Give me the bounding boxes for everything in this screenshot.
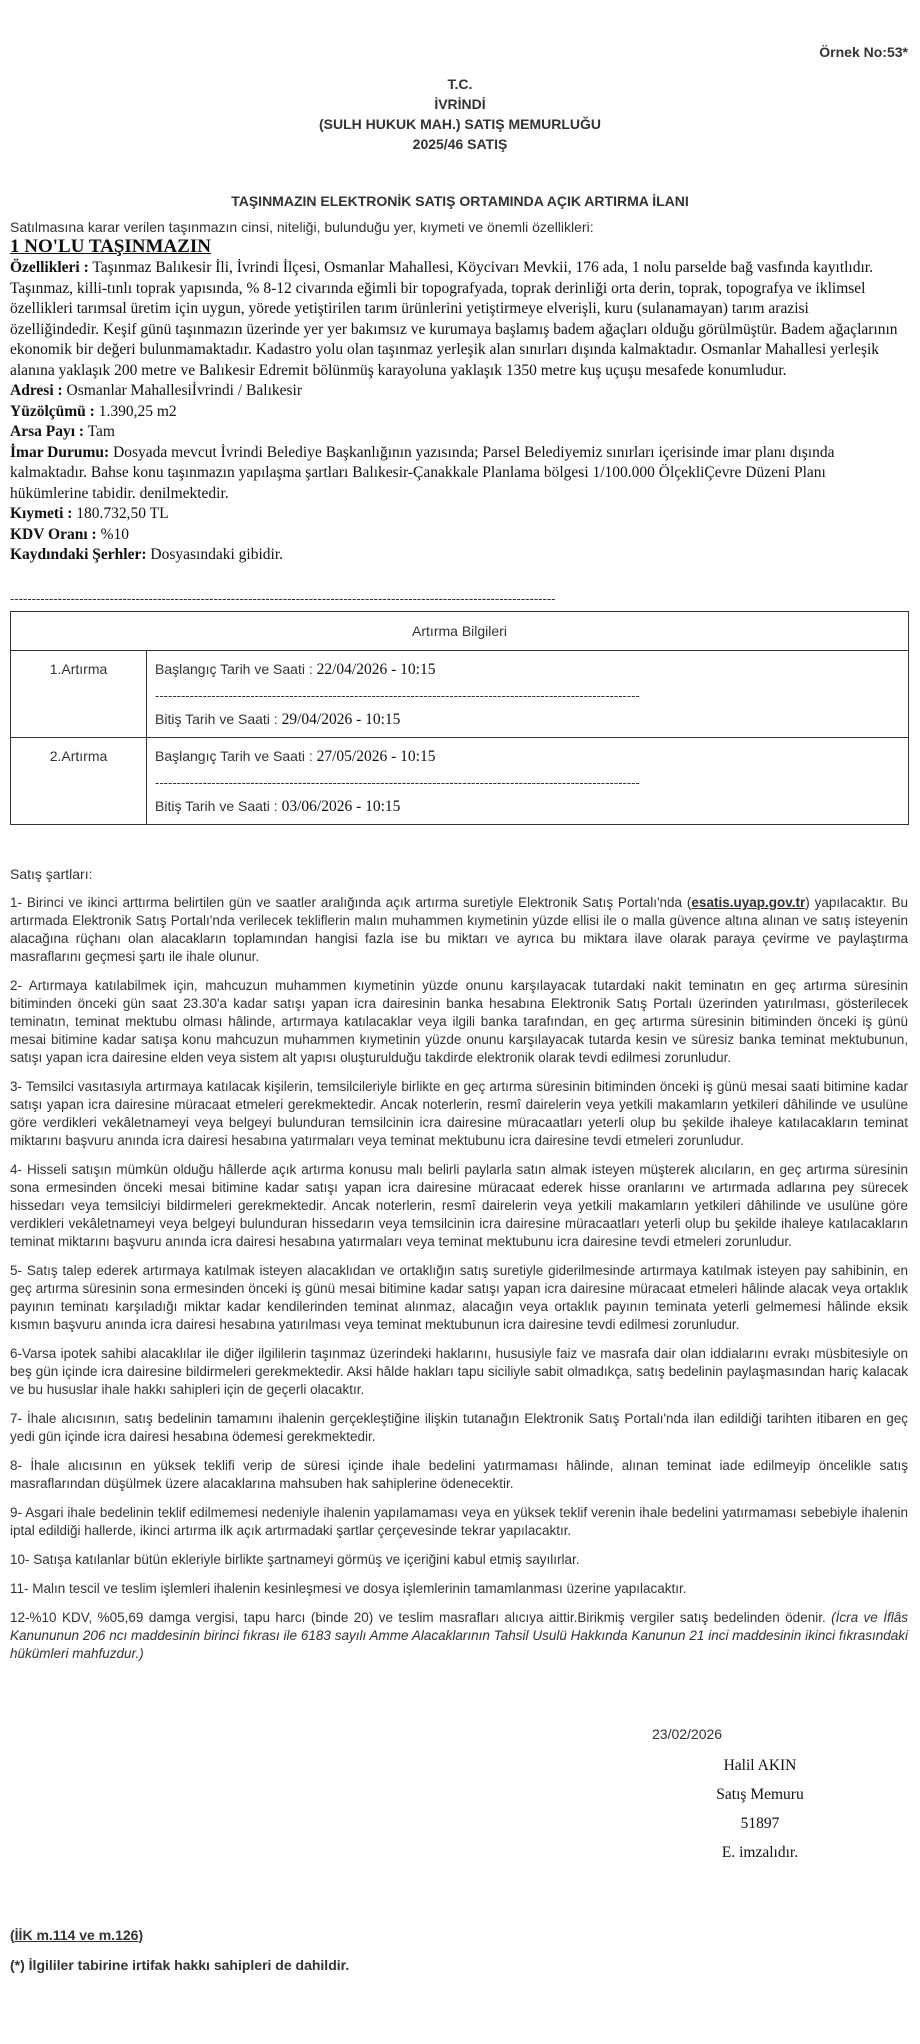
area-label: Yüzölçümü : — [10, 402, 95, 420]
address-value: Osmanlar Mahallesiİvrindi / Balıkesir — [66, 382, 303, 399]
value-amount: 180.732,50 TL — [76, 505, 169, 522]
area-value: 1.390,25 m2 — [98, 402, 177, 420]
footnote: (*) İlgililer tabirine irtifak hakkı sahipleri de dahildir. — [10, 1957, 350, 1973]
header-line-tc: T.C. — [447, 76, 473, 92]
law-reference — [10, 1927, 143, 1943]
law-reference-close: ) — [138, 1927, 144, 1943]
condition-1-text-end: ) yapılacaktır. Bu artırmada Elektronik Satış Portalı'nda verilecek tekliflerin malın muhammen kıymetinin yüzde ellisi ile o malla güvence altına alınan ve satış isteyenin alacağına rüçhanı olan alacakların toplamından hangisi fazla ise bu miktarı ve ayrıca bu miktara ilave olarak paraya çevirme ve paylaştırma masraflarını geçmesi şartı ile ihale olunur. — [10, 895, 908, 964]
condition-2: 2- Artırmaya katılabilmek için, mahcuzun muhammen kıymetinin yüzde onunu karşılayacak tutardaki nakit teminatın en geç artırma süresinin bitiminden önceki gün saat 23.30'a kadar satışı yapan icra dairesinin banka hesabına Elektronik Satış Portalı üzerinden yatırılması, gösterilecek teminatın, teminat mektubu olması hâlinde, artırmaya katılacaklar veya ilgili banka tarafından, en geç artırma süresinin bitiminden önceki iş günü mesai bitimine kadar satışa konu mahcuzun muhammen kıymetinin yüzde onunu karşılayacak tutarda kesin ve süresiz banka teminat mektubunun, satışı yapan icra dairesine elden veya sistem alt yapısı oluşturulduğu takdirde elektronik olarak tevdi edilmesi zorunludur. — [10, 978, 908, 1065]
annotations-value: Dosyasındaki gibidir. — [150, 546, 283, 563]
property-annotations — [10, 545, 898, 566]
condition-12-text: 12-%10 KDV, %05,69 damga vergisi, tapu harcı (binde 20) ve teslim masrafları alıcıya aittir.Birikmiş vergiler satış bedelinden ödenir. — [10, 1610, 832, 1625]
condition-4: 4- Hisseli satışın mümkün olduğu hâllerde açık artırma konusu malı belirli paylarla satın almak isteyen müşterek alıcıların, en geç artırma süresinin sona ermesinden önceki mesai bitimine kadar satışı yapan icra dairesine müracaat ederek hisse oranlarını ve artırmada adlarına pey sürecek hissedarı veya temsilciyi bildirmeleri gerekmektedir. Ancak noterlerin, resmî dairelerin veya yetkili makamların yetkileri dâhilinde ve usulüne göre verdikleri vekâletnameyi veya belgeyi bulunduran hissedarın veya temsilcinin icra dairesine müracaatları yeterli olup bu şekilde ihaleye katılacakların teminat miktarını başvuru anında icra dairesi hesabına yatırmaları veya teminat mektubunu icra dairesine tevdi etmeleri zorunludur. — [10, 1162, 908, 1249]
signature-block — [660, 1751, 860, 1867]
inner-separator: ---------------------------------------------------------------------------------------------------------------- — [155, 688, 640, 703]
condition-6: 6-Varsa ipotek sahibi alacaklılar ile diğer ilgililerin taşınmaz üzerindeki haklarını, hususiyle faiz ve masrafa dair olan iddialarını evrakı müsbitesiyle on beş gün içinde icra dairesine bildirmeleri gerekmektedir. Aksi hâlde hakları tapu siciliyle sabit olmadıkça, satış bedelinin paylaşmasından hariç kalacak ve bu hususlar ihale hakkı sahipleri için de geçerli olacaktır. — [10, 1346, 908, 1397]
vat-label: KDV Oranı : — [10, 525, 97, 543]
end-label: Bitiş Tarih ve Saati : — [155, 798, 278, 814]
auction-info-table — [10, 611, 909, 825]
zoning-label: İmar Durumu: — [10, 443, 110, 461]
property-heading: 1 NO'LU TAŞINMAZIN — [10, 236, 211, 257]
auction-round-dates — [147, 738, 909, 825]
auction-table-title: Artırma Bilgileri — [11, 612, 909, 651]
property-details — [10, 236, 898, 566]
property-features — [10, 258, 898, 381]
condition-8: 8- İhale alıcısının en yüksek teklifi verip de süresi içinde ihale bedelini yatırmaması hâlinde, alınan teminat iade edilmeyip öncelikle satış masraflarından düşülmek üzere alacaklarına mahsuben hak sahiplerine ödenecektir. — [10, 1458, 908, 1491]
ornek-no: Örnek No:53* — [819, 44, 908, 60]
esatis-link[interactable]: esatis.uyap.gov.tr — [691, 895, 806, 910]
property-area — [10, 402, 898, 423]
property-vat — [10, 525, 898, 546]
header-line-file-no: 2025/46 SATIŞ — [412, 136, 508, 152]
table-row — [11, 651, 909, 738]
header-line-memurluk: (SULH HUKUK MAH.) SATIŞ MEMURLUĞU — [318, 116, 602, 132]
property-share — [10, 422, 898, 443]
document-date: 23/02/2026 — [652, 1726, 723, 1742]
start-date: 27/05/2026 - 10:15 — [316, 748, 436, 765]
condition-3: 3- Temsilci vasıtasıyla artırmaya katılacak kişilerin, temsilcileriyle birlikte en geç artırma süresinin bitiminden önceki iş günü mesai saati bitimine kadar satışı yapan icra dairesine müracaat etmeleri gerekmektedir. Ancak noterlerin, resmî dairelerin veya yetkili makamların yetkileri dâhilinde ve usulüne göre verdikleri vekâletnameyi veya belgeyi bulunduran temsilcinin icra dairesine müracaatları yeterli olup bu şekilde ihaleye katılacakların teminat miktarını başvuru anında icra dairesi hesabına yatırmaları veya teminat mektubunu icra dairesine tevdi etmeleri zorunludur. — [10, 1079, 908, 1148]
start-date: 22/04/2026 - 10:15 — [316, 661, 436, 678]
share-label: Arsa Payı : — [10, 423, 85, 440]
condition-11: 11- Malın tescil ve teslim işlemleri ihalenin kesinleşmesi ve dosya işlemlerinin tamamlanması üzerine yapılacaktır. — [10, 1581, 687, 1596]
sale-conditions-heading: Satış şartları: — [10, 866, 93, 882]
auction-round-dates — [147, 651, 909, 738]
annotations-label: Kaydındaki Şerhler: — [10, 546, 147, 563]
features-value: Taşınmaz Balıkesir İli, İvrindi İlçesi, Osmanlar Mahallesi, Köycivarı Mevkii, 176 ada, 1 nolu parselde bağ vasfında kayıtlıdır. Taşınmaz, killi-tınlı toprak yapısında, % 8-12 civarında eğimli bir topografyada, toprak derinliği orta derin, toprak, topografya ve iklimsel özellikleri tarımsal üretim için uygun, yörede yetiştirilen tarım ürünlerini yetiştirmeye elverişli, kuru (sulanamayan) tarım arazisi özelliğindedir. Keşif günü taşınmazın üzerinde yer yer bakımsız ve kurumaya başlamış badem ağaçları olduğu görülmüştür. Badem ağaçlarının ekonomik bir değeri bulunmamaktadır. Kadastro yolu olan taşınmaz yerleşik alan sınırları dışında kalmaktadır. Osmanlar Mahallesi yerleşik alanına yaklaşık 200 metre ve Balıkesir Edremit bölünmüş karayoluna yaklaşık 1350 metre kuş uçuşu mesafede konumludur. — [10, 259, 898, 379]
share-value: Tam — [87, 423, 115, 440]
start-label: Başlangıç Tarih ve Saati : — [155, 748, 313, 764]
document-header — [0, 74, 920, 154]
signer-name: Halil AKIN — [723, 1757, 797, 1774]
sale-conditions — [10, 894, 908, 1674]
e-signed-note: E. imzalıdır. — [721, 1844, 799, 1861]
end-date: 29/04/2026 - 10:15 — [281, 711, 401, 728]
law-reference-text: İİK m.114 ve m.126 — [14, 1927, 139, 1943]
condition-5: 5- Satış talep ederek artırmaya katılmak isteyen alacaklıdan ve ortaklığın satış suretiyle giderilmesinde artırmaya katılmak isteyen pay sahibinin, en geç artırma süresinin sona ermesinden önceki iş günü mesai bitimine kadar satışı yapan icra dairesine müracaat etmeleri hâlinde alacak veya ortaklık payının teminatı karşıladığı miktar kadar kendilerinden teminat alınmaz, alacağın veya ortaklık payının teminata yeterli gelmemesi hâlinde eksik kısmın başvuru anında icra dairesi hesabına yatırılması veya teminat mektubunun icra dairesine tevdi edilmesi zorunludur. — [10, 1263, 908, 1332]
property-zoning — [10, 443, 898, 505]
header-line-ivrindi: İVRİNDİ — [434, 96, 486, 112]
condition-12-legal-note: (İcra ve İflâs Kanununun 206 ncı maddesinin birinci fıkrası ile 6183 sayılı Amme Alacaklarının Tahsil Usulü Hakkında Kanunun 21 inci maddesinin ikinci fıkrasındaki hükümleri mahfuzdur.) — [10, 1610, 908, 1661]
value-label: Kıymeti : — [10, 505, 73, 522]
vat-value: %10 — [100, 525, 129, 543]
signer-number: 51897 — [740, 1815, 780, 1832]
law-reference-open: ( — [10, 1927, 15, 1943]
condition-12 — [10, 1609, 908, 1663]
features-label: Özellikleri : — [10, 259, 89, 276]
condition-10: 10- Satışa katılanlar bütün ekleriyle birlikte şartnameyi görmüş ve içeriğini kabul etmiş sayılırlar. — [10, 1552, 580, 1567]
condition-1-text: 1- Birinci ve ikinci arttırma belirtilen gün ve saatler aralığında açık artırma suretiyle Elektronik Satış Portalı'nda ( — [10, 895, 692, 910]
condition-9: 9- Asgari ihale bedelinin teklif edilmemesi nedeniyle ihalenin yapılamaması veya en yüksek teklif verenin ihale bedelini yatırmaması sebebiyle ihalenin iptal edildiği hallerde, ikinci artırma ilk açık artırmadaki şartlar çerçevesinde tekrar yapılacaktır. — [10, 1505, 908, 1538]
end-label: Bitiş Tarih ve Saati : — [155, 711, 278, 727]
zoning-value: Dosyada mevcut İvrindi Belediye Başkanlığının yazısında; Parsel Belediyemiz sınırları içerisinde imar planı dışında kalmaktadır. Bahse konu taşınmazın yapılaşma şartları Balıkesir-Çanakkale Planlama bölgesi 1/100.000 ÖlçekliÇevre Düzeni Planı hükümlerine tabidir. denilmektedir. — [10, 443, 835, 502]
property-address — [10, 381, 898, 402]
inner-separator: ---------------------------------------------------------------------------------------------------------------- — [155, 775, 640, 790]
intro-text: Satılmasına karar verilen taşınmazın cinsi, niteliği, bulunduğu yer, kıymeti ve önemli özellikleri: — [10, 219, 594, 235]
address-label: Adresi : — [10, 382, 63, 399]
auction-round-label: 1.Artırma — [11, 651, 147, 738]
end-date: 03/06/2026 - 10:15 — [281, 798, 401, 815]
table-row — [11, 738, 909, 825]
auction-round-label: 2.Artırma — [11, 738, 147, 825]
separator-line: ------------------------------------------------------------------------------------------------------------------------------ — [10, 591, 556, 606]
start-label: Başlangıç Tarih ve Saati : — [155, 661, 313, 677]
ilan-title: TAŞINMAZIN ELEKTRONİK SATIŞ ORTAMINDA AÇIK ARTIRMA İLANI — [231, 193, 689, 209]
signer-title: Satış Memuru — [716, 1786, 804, 1803]
condition-7: 7- İhale alıcısının, satış bedelinin tamamını ihalenin gerçekleştiğine ilişkin tutanağın Elektronik Satış Portalı'nda ilan edildiği tarihten itibaren en geç yedi gün içinde icra dairesi hesabına ödemesi gerekmektedir. — [10, 1411, 908, 1444]
condition-1 — [10, 894, 908, 966]
property-value — [10, 504, 898, 525]
